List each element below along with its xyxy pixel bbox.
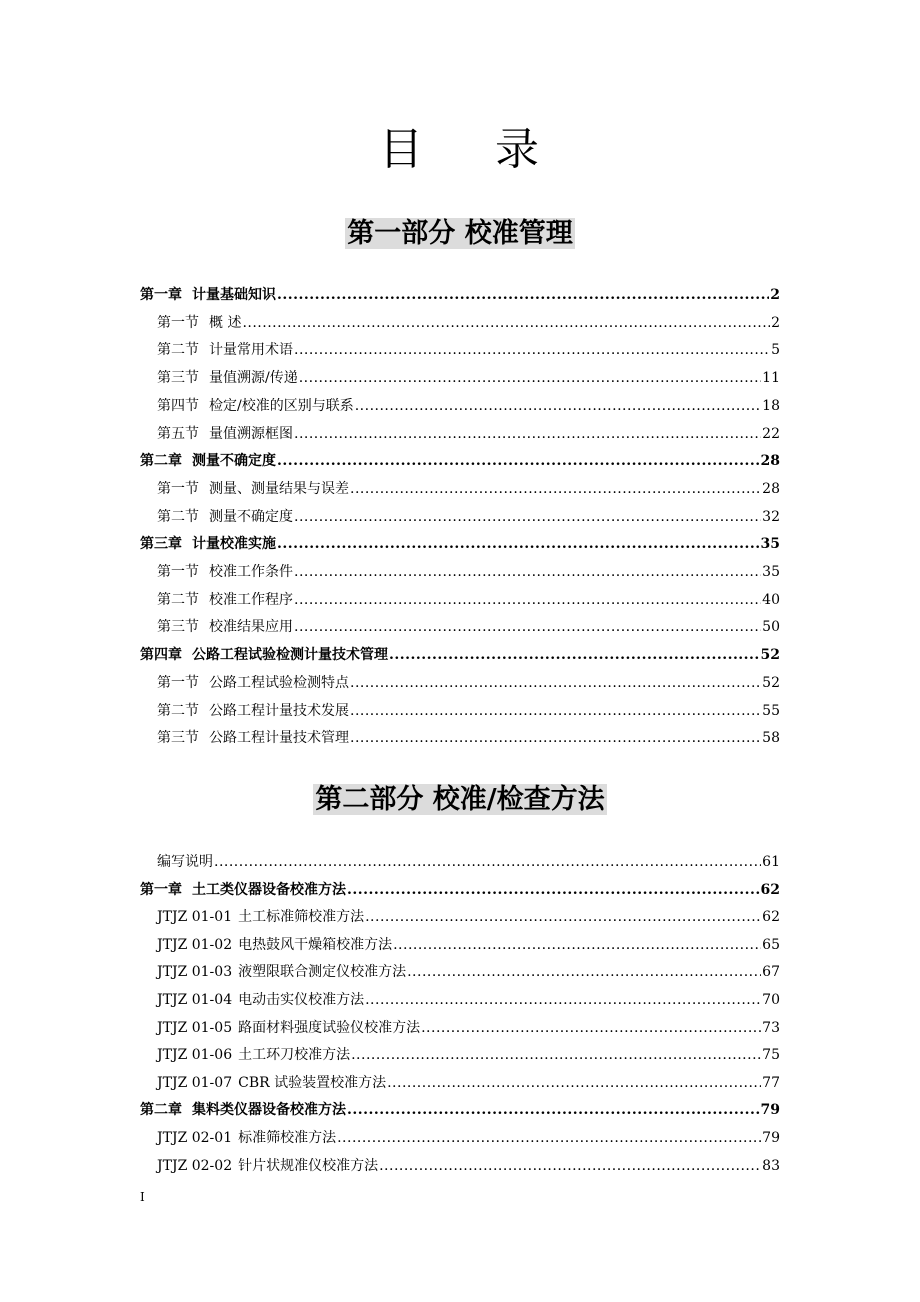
toc-entry-label: [157, 671, 349, 695]
toc-section-entry[interactable]: [140, 1071, 780, 1095]
toc-entry-label: [157, 477, 349, 501]
toc-entry-text: 公路工程计量技术管理: [209, 730, 349, 747]
toc-entry-number: JTJZ 01-05: [157, 1019, 233, 1036]
toc-dot-leader: [393, 933, 761, 957]
toc-page-number: 70: [762, 992, 780, 1008]
toc-entry-text: 公路工程试验检测特点: [209, 674, 349, 691]
title-char-left: 目: [379, 124, 425, 175]
toc-section-entry[interactable]: [140, 960, 780, 984]
toc-entry-label: [157, 1126, 336, 1150]
toc-section-entry[interactable]: [140, 422, 780, 446]
toc-page-number: 83: [762, 1157, 780, 1174]
toc-entry-text: 量值溯源/传递: [209, 370, 298, 387]
toc-entry-text: 集料类仪器设备校准方法: [192, 1102, 346, 1119]
toc-entry-text: 标准筛校准方法: [238, 1130, 337, 1146]
toc-dot-leader: [294, 422, 761, 446]
toc-entry-number: 第一节: [157, 314, 199, 331]
part-two-title: 第二部分 校准/检查方法: [315, 784, 605, 815]
toc-dot-leader: [214, 850, 761, 874]
part-one-heading: [0, 216, 920, 252]
toc-entry-number: 第三章: [140, 536, 182, 553]
toc-dot-leader: [379, 1154, 761, 1178]
toc-entry-label: [157, 560, 293, 584]
toc-entry-text: 计量校准实施: [192, 536, 276, 553]
toc-section-entry[interactable]: [140, 726, 780, 750]
toc-section-entry[interactable]: [140, 560, 780, 584]
toc-entry-number: 第一节: [157, 480, 199, 497]
toc-entry-number: 第一章: [140, 881, 182, 898]
toc-page-number: 75: [762, 1047, 780, 1064]
toc-entry-number: 第三节: [157, 619, 199, 636]
toc-entry-text: 电动击实仪校准方法: [238, 992, 365, 1008]
toc-section-entry[interactable]: [140, 1016, 780, 1040]
toc-entry-number: 第三节: [157, 730, 199, 747]
toc-entry-text: 概 述: [209, 314, 242, 331]
toc-dot-leader: [299, 366, 761, 390]
toc-page-number: 61: [762, 854, 780, 870]
toc-entry-label: [157, 933, 392, 957]
toc-section-entry[interactable]: [140, 1154, 780, 1178]
toc-dot-leader: [277, 449, 760, 473]
toc-entry-number: 第二章: [140, 1102, 182, 1119]
toc-dot-leader: [277, 283, 769, 307]
toc-entry-text: 土工类仪器设备校准方法: [192, 881, 346, 898]
toc-entry-text: 计量常用术语: [209, 342, 293, 359]
toc-entry-label: [157, 699, 349, 723]
toc-entry-label: [157, 1071, 386, 1095]
toc-page-number: 58: [762, 730, 780, 747]
toc-dot-leader: [294, 338, 770, 362]
toc-page-number: 35: [762, 564, 780, 580]
toc-entry-text: 编写说明: [157, 854, 213, 870]
toc-entry-text: 校准结果应用: [209, 619, 293, 636]
toc-dot-leader: [407, 960, 761, 984]
toc-dot-leader: [350, 699, 761, 723]
toc-entry-number: JTJZ 01-03: [157, 964, 233, 981]
toc-entry-label: [157, 615, 293, 639]
toc-entry-number: 第二节: [157, 342, 199, 359]
toc-entry-label: [157, 905, 364, 929]
toc-entry-text: 液塑限联合测定仪校准方法: [238, 964, 407, 981]
toc-entry-text: 测量、测量结果与误差: [209, 480, 349, 497]
toc-entry-label: [140, 283, 276, 307]
toc-entry-label: [157, 1016, 420, 1040]
toc-dot-leader: [355, 394, 761, 418]
toc-section-entry[interactable]: [140, 1043, 780, 1067]
toc-page-number: 35: [760, 536, 780, 553]
toc-entry-text: 路面材料强度试验仪校准方法: [238, 1019, 421, 1036]
toc-entry-label: [157, 505, 293, 529]
toc-dot-leader: [350, 671, 761, 695]
toc-page-number: 73: [762, 1019, 780, 1036]
toc-dot-leader: [294, 505, 761, 529]
toc-page-number: 65: [762, 936, 780, 953]
toc-entry-number: 第一节: [157, 674, 199, 691]
toc-entry-label: [140, 532, 276, 556]
toc-entry-number: 第三节: [157, 370, 199, 387]
toc-section-entry[interactable]: [140, 394, 780, 418]
toc-page-number: 32: [762, 508, 780, 525]
toc-section-entry[interactable]: [140, 505, 780, 529]
document-title: [0, 124, 920, 176]
toc-entry-number: 第一节: [157, 564, 199, 580]
toc-entry-label: [157, 422, 293, 446]
toc-entry-text: 土工标准筛校准方法: [238, 909, 365, 926]
toc-page-number: 28: [760, 453, 780, 470]
toc-section-entry[interactable]: [140, 366, 780, 390]
toc-chapter-entry[interactable]: [140, 532, 780, 556]
toc-dot-leader: [421, 1016, 761, 1040]
toc-entry-text: CBR 试验装置校准方法: [238, 1074, 387, 1091]
toc-entry-label: [140, 878, 346, 902]
toc-entry-text: 土工环刀校准方法: [238, 1047, 351, 1064]
toc-entry-number: 第四章: [140, 647, 182, 664]
toc-dot-leader: [365, 905, 761, 929]
part-two-heading: [0, 782, 920, 818]
toc-dot-leader: [294, 560, 761, 584]
toc-page-number: 62: [762, 909, 780, 926]
toc-section-entry[interactable]: [140, 988, 780, 1012]
toc-entry-text: 测量不确定度: [192, 453, 276, 470]
toc-entry-label: [157, 726, 349, 750]
toc-entry-label: [157, 338, 293, 362]
toc-entry-text: 针片状规准仪校准方法: [238, 1157, 379, 1174]
toc-entry-label: [157, 588, 293, 612]
toc-entry-text: 校准工作条件: [209, 564, 293, 580]
toc-section-entry[interactable]: [140, 671, 780, 695]
toc-entry-number: JTJZ 02-01: [157, 1130, 233, 1146]
toc-entry-text: 计量基础知识: [192, 287, 276, 303]
toc-entry-number: 第五节: [157, 425, 199, 442]
toc-entry-text: 校准工作程序: [209, 591, 293, 608]
toc-entry-number: JTJZ 01-06: [157, 1047, 233, 1064]
toc-section-entry[interactable]: [140, 933, 780, 957]
toc-entry-label: [157, 850, 213, 874]
toc-dot-leader: [337, 1126, 761, 1150]
toc-dot-leader: [350, 726, 761, 750]
toc-entry-number: 第二节: [157, 591, 199, 608]
part-one-title: 第一部分 校准管理: [347, 218, 573, 249]
toc-page-number: 11: [762, 370, 780, 387]
toc-page-number: 50: [762, 619, 780, 636]
page-footer-mark: I: [140, 1190, 145, 1204]
toc-dot-leader: [350, 477, 761, 501]
toc-entry-text: 量值溯源框图: [209, 425, 293, 442]
toc-section-entry[interactable]: [140, 905, 780, 929]
toc-dot-leader: [347, 878, 760, 902]
toc-chapter-entry[interactable]: [140, 449, 780, 473]
toc-section-entry[interactable]: [140, 850, 780, 874]
toc-dot-leader: [294, 588, 761, 612]
toc-dot-leader: [347, 1098, 760, 1122]
toc-page-number: 55: [762, 702, 780, 719]
toc-page-number: 18: [762, 397, 780, 414]
toc-page-number: 40: [762, 591, 780, 608]
toc-entry-number: 第二节: [157, 702, 199, 719]
title-char-right: 录: [495, 124, 541, 175]
toc-entry-label: [157, 960, 406, 984]
toc-page-number: 77: [762, 1074, 780, 1091]
toc-entry-number: JTJZ 02-02: [157, 1157, 233, 1174]
toc-section-entry[interactable]: [140, 615, 780, 639]
toc-entry-label: [140, 1098, 346, 1122]
toc-dot-leader: [389, 643, 760, 667]
toc-entry-number: 第二节: [157, 508, 199, 525]
toc-entry-text: 检定/校准的区别与联系: [209, 397, 354, 414]
toc-section-entry[interactable]: [140, 588, 780, 612]
toc-section-entry[interactable]: [140, 699, 780, 723]
toc-page-number: 22: [762, 425, 780, 442]
toc-section-entry[interactable]: [140, 338, 780, 362]
toc-page-number: 79: [762, 1130, 780, 1146]
toc-page-number: 5: [771, 342, 780, 359]
toc-entry-number: JTJZ 01-04: [157, 992, 233, 1008]
toc-entry-label: [140, 449, 276, 473]
toc-entry-label: [140, 643, 388, 667]
toc-entry-label: [157, 366, 298, 390]
toc-chapter-entry[interactable]: [140, 643, 780, 667]
toc-dot-leader: [294, 615, 761, 639]
toc-page-number: 79: [760, 1102, 780, 1119]
toc-entry-label: [157, 1154, 378, 1178]
toc-page-number: 67: [762, 964, 780, 981]
toc-entry-number: 第一章: [140, 287, 182, 303]
toc-entry-label: [157, 988, 364, 1012]
toc-page-number: 28: [762, 480, 780, 497]
toc-dot-leader: [365, 988, 761, 1012]
toc-entry-number: JTJZ 01-02: [157, 936, 233, 953]
toc-entry-label: [157, 394, 354, 418]
toc-entry-number: JTJZ 01-07: [157, 1074, 233, 1091]
toc-chapter-entry[interactable]: [140, 1098, 780, 1122]
toc-dot-leader: [277, 532, 760, 556]
toc-entry-text: 测量不确定度: [209, 508, 293, 525]
toc-section-entry[interactable]: [140, 311, 780, 335]
toc-section-entry[interactable]: [140, 477, 780, 501]
toc-dot-leader: [387, 1071, 761, 1095]
toc-entry-text: 公路工程试验检测计量技术管理: [192, 647, 388, 664]
toc-entry-number: JTJZ 01-01: [157, 909, 233, 926]
toc-page-number: 2: [770, 287, 780, 303]
toc-section-entry[interactable]: [140, 1126, 780, 1150]
toc-entry-label: [157, 311, 241, 335]
toc-entry-text: 公路工程计量技术发展: [209, 702, 349, 719]
toc-dot-leader: [242, 311, 770, 335]
toc-entry-number: 第二章: [140, 453, 182, 470]
toc-page-number: 62: [760, 881, 780, 898]
toc-chapter-entry[interactable]: [140, 878, 780, 902]
toc-dot-leader: [351, 1043, 761, 1067]
toc-page-number: 52: [760, 647, 780, 664]
toc-page-number: 52: [762, 674, 780, 691]
toc-entry-number: 第四节: [157, 397, 199, 414]
toc-entry-label: [157, 1043, 350, 1067]
toc-chapter-entry[interactable]: [140, 283, 780, 307]
toc-page-number: 2: [771, 314, 780, 331]
toc-entry-text: 电热鼓风干燥箱校准方法: [238, 936, 393, 953]
